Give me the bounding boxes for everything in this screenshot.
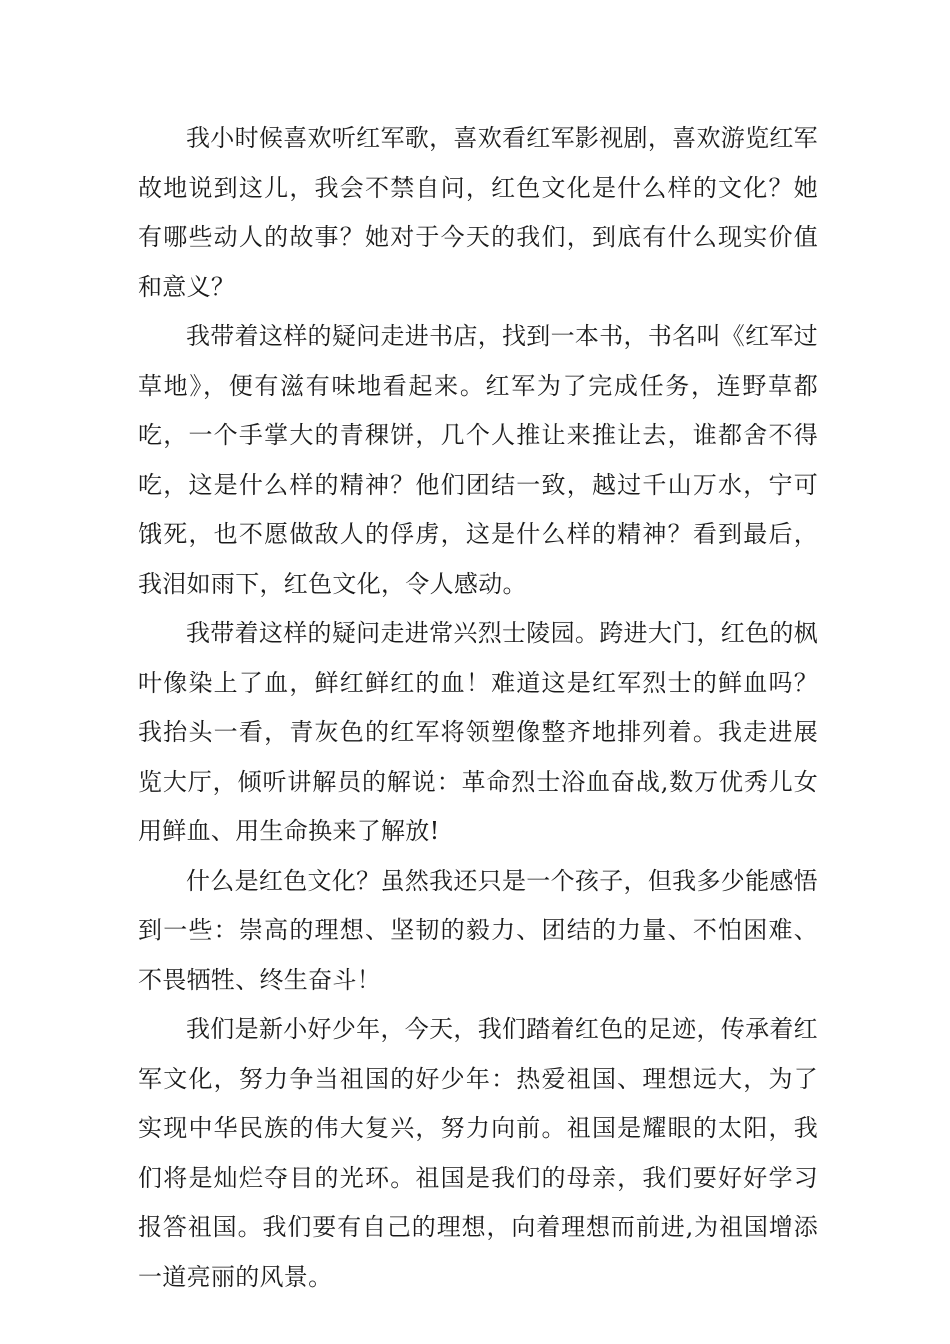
essay-body: [138, 114, 818, 1302]
paragraph-5: 我们是新小好少年，今天，我们踏着红色的足迹，传承着红军文化，努力争当祖国的好少年：热爱祖国、理想远大，为了实现中华民族的伟大复兴，努力向前。祖国是耀眼的太阳，我们将是灿烂夺目的光环。祖国是我们的母亲，我们要好好学习报答祖国。我们要有自己的理想，向着理想而前进,为祖国增添一道亮丽的风景。: [138, 1015, 818, 1291]
paragraph-3: 我带着这样的疑问走进常兴烈士陵园。跨进大门，红色的枫叶像染上了血，鲜红鲜红的血！难道这是红军烈士的鲜血吗？我抬头一看，青灰色的红军将领塑像整齐地排列着。我走进展览大厅，倾听讲解员的解说：革命烈士浴血奋战,数万优秀儿女用鲜血、用生命换来了解放!: [138, 619, 818, 845]
paragraph-4: 什么是红色文化？虽然我还只是一个孩子，但我多少能感悟到一些：崇高的理想、坚韧的毅力、团结的力量、不怕困难、不畏牺牲、终生奋斗！: [138, 866, 818, 994]
paragraph-1: 我小时候喜欢听红军歌，喜欢看红军影视剧，喜欢游览红军故地说到这儿，我会不禁自问，红色文化是什么样的文化？她有哪些动人的故事？她对于今天的我们，到底有什么现实价值和意义？: [138, 124, 818, 301]
paragraph-2: 我带着这样的疑问走进书店，找到一本书，书名叫《红军过草地》，便有滋有味地看起来。红军为了完成任务，连野草都吃，一个手掌大的青稞饼，几个人推让来推让去，谁都舍不得吃，这是什么样的精神？他们团结一致，越过千山万水，宁可饿死，也不愿做敌人的俘虏，这是什么样的精神？看到最后，我泪如雨下，红色文化，令人感动。: [138, 322, 818, 598]
